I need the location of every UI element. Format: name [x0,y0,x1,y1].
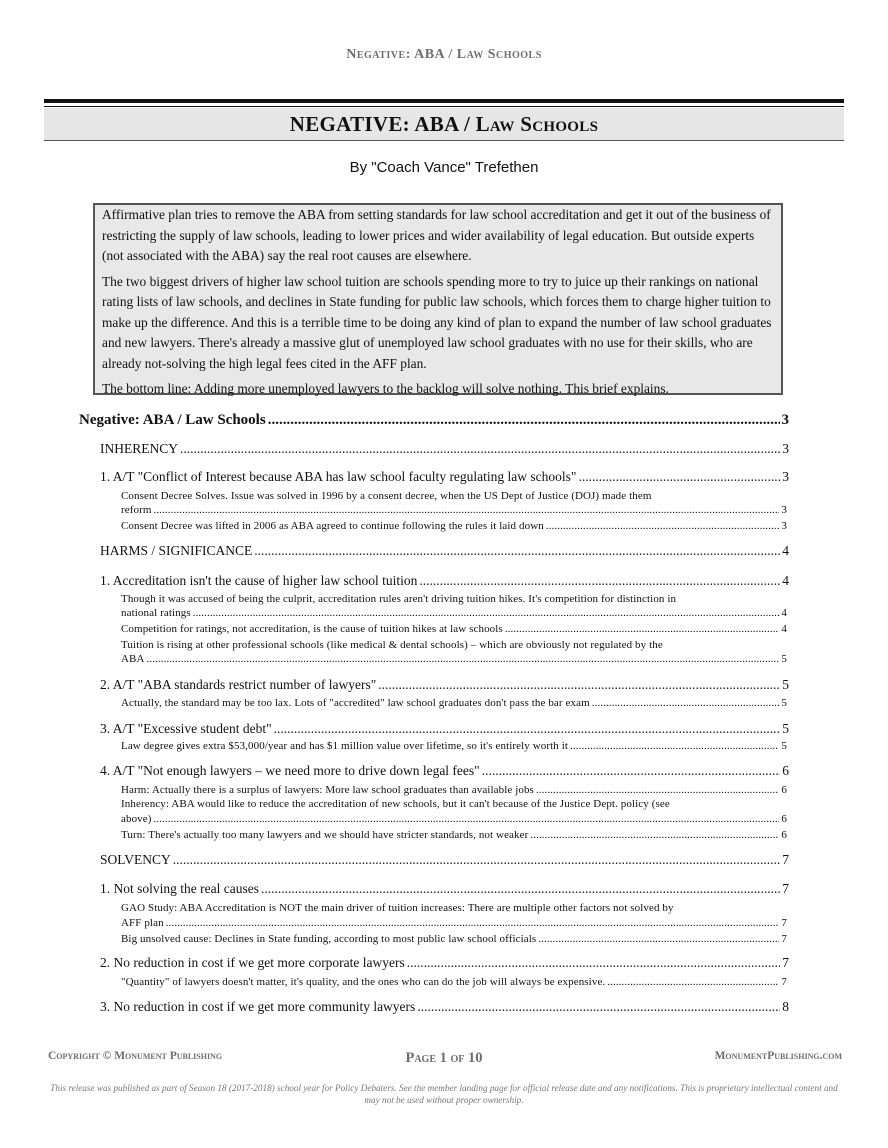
title-rule-thin [44,106,844,107]
toc-entry-inherency[interactable]: INHERENCY ..... 3 [100,441,789,457]
toc-entry[interactable]: Consent Decree was lifted in 2006 as ABA agreed to continue following the rules it laid down ..... 3 [121,520,787,532]
toc-entry-harms[interactable]: HARMS / SIGNIFICANCE ..... 4 [100,543,789,559]
footer-copyright: Copyright © Monument Publishing [48,1050,223,1062]
toc-entry[interactable]: Big unsolved cause: Declines in State funding, according to most public law school officials ..... 7 [121,933,787,945]
footer-fine-print: This release was published as part of Season 18 (2017-2018) school year for Policy Debaters. See the member landing page for official release date and any notifications. This is proprietary intellectual content and may not be used without proper ownership. [50,1083,838,1105]
toc-entry[interactable]: 2. A/T "ABA standards restrict number of lawyers" ..... 5 [100,677,789,693]
toc-entry-line1: Inherency: ABA would like to reduce the accreditation of new schools, but it can't because of the Justice Dept. policy (see [121,798,670,810]
title-box [44,108,844,141]
toc-entry-line1: Consent Decree Solves. Issue was solved in 1996 by a consent decree, when the US Dept of Justice (DOJ) made them [121,490,652,502]
toc-entry[interactable]: 1. Not solving the real causes ..... 7 [100,881,789,897]
toc-entry[interactable]: Harm: Actually there is a surplus of lawyers: More law school graduates than available jobs ..... 6 [121,784,787,796]
summary-paragraph-3: The bottom line: Adding more unemployed lawyers to the backlog will solve nothing. This brief explains. [102,381,669,396]
toc-entry[interactable]: 2. No reduction in cost if we get more corporate lawyers ..... 7 [100,955,789,971]
toc-entry[interactable]: 1. A/T "Conflict of Interest because ABA has law school faculty regulating law schools" ..... 3 [100,469,789,485]
toc-entry-solvency[interactable]: SOLVENCY ..... 7 [100,852,789,868]
toc-entry[interactable]: 3. A/T "Excessive student debt" ..... 5 [100,721,789,737]
toc-entry[interactable]: Turn: There's actually too many lawyers and we should have stricter standards, not weaker ..... 6 [121,829,787,841]
toc-entry[interactable]: reform ..... 3 [121,504,787,516]
toc-entry[interactable]: national ratings ..... 4 [121,607,787,619]
summary-box [93,203,783,395]
running-header: Negative: ABA / Law Schools [346,47,542,62]
toc-entry[interactable]: Actually, the standard may be too lax. Lots of "accredited" law school graduates don't pass the bar exam ..... 5 [121,697,787,709]
toc-entry[interactable]: 4. A/T "Not enough lawyers – we need more to drive down legal fees" ..... 6 [100,763,789,779]
toc-entry[interactable]: Competition for ratings, not accreditation, is the cause of tuition hikes at law schools ..... 4 [121,623,787,635]
toc-entry[interactable]: above) ..... 6 [121,813,787,825]
byline: By "Coach Vance" Trefethen [349,159,539,176]
footer-site[interactable]: MonumentPublishing.com [714,1050,842,1062]
summary-paragraph-2: The two biggest drivers of higher law school tuition are schools spending more to try to juice up their rankings on national rating lists of law schools, and declines in State funding for public law schools, which forces them to charge higher tuition to make up the difference. And this is a terrible time to be doing any kind of plan to expand the number of law school graduates and new lawyers. There's already a massive glut of unemployed law school graduates with no use for their skills, who are already not-solving the high legal fees cited in the AFF plan. [102,273,772,371]
toc-entry[interactable]: "Quantity" of lawyers doesn't matter, it's quality, and the ones who can do the job will always be expensive. ..... 7 [121,976,787,988]
toc-entry[interactable]: 1. Accreditation isn't the cause of higher law school tuition ..... 4 [100,573,789,589]
toc-entry-line1: Though it was accused of being the culprit, accreditation rules aren't driving tuition hikes. It's competition for distinction in [121,593,677,605]
toc-entry[interactable]: AFF plan ..... 7 [121,917,787,929]
toc-entry-line1: GAO Study: ABA Accreditation is NOT the main driver of tuition increases: There are multiple other factors not solved by [121,902,674,914]
toc-entry[interactable]: ABA ..... 5 [121,653,787,665]
toc-entry-line1: Tuition is rising at other professional schools (like medical & dental schools) – which are obviously not regulated by the [121,639,663,651]
summary-paragraph-1: Affirmative plan tries to remove the ABA from setting standards for law school accreditation and get it out of the business of restricting the supply of law schools, leading to lower prices and wider availability of legal education. But outside experts (not associated with the ABA) say the real root causes are elsewhere. [102,207,771,263]
toc-entry-title[interactable]: Negative: ABA / Law Schools ..... 3 [79,412,789,429]
footer-page-indicator: Page 1 of 10 [405,1050,483,1066]
title-rule-thick [44,99,844,103]
toc-entry[interactable]: 3. No reduction in cost if we get more community lawyers ..... 8 [100,999,789,1015]
toc-entry[interactable]: Law degree gives extra $53,000/year and has $1 million value over lifetime, so it's entirely worth it ..... 5 [121,740,787,752]
page-title: NEGATIVE: ABA / Law Schools [289,111,599,136]
